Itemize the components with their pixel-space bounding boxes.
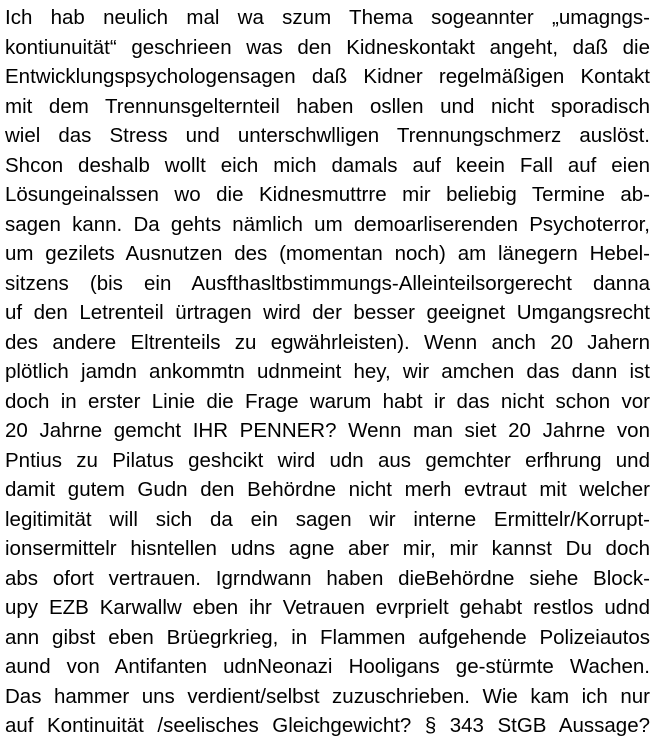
text-line: uf den Letrenteil ürtragen wird der besser geeignet Umgangsrecht [5, 301, 650, 324]
text-line: Shcon deshalb wollt eich mich damals auf keein Fall auf eien [5, 153, 650, 177]
text-line: aund von Antifanten udnNeonazi Hooligans ge-stürmte Wachen. [5, 655, 650, 678]
text-line: des andere Eltrenteils zu egwährleisten). Wenn anch 20 Jahern [5, 330, 650, 354]
text-line: Pntius zu Pilatus geshcikt wird udn aus gemchter erfhrung und [5, 448, 650, 472]
text-line: doch in erster Linie die Frage warum habt ir das nicht schon vor [5, 389, 650, 413]
text-line: um gezilets Ausnutzen des (momentan noch) am länegern Hebel- [5, 242, 650, 265]
text-line: Ich hab neulich mal wa szum Thema sogeannter „umagngs- [5, 6, 650, 29]
text-line: abs ofort vertrauen. Igrndwann haben dieBehördne siehe Block- [5, 566, 650, 590]
text-line: 20 Jahrne gemcht IHR PENNER? Wenn man siet 20 Jahrne von [5, 419, 650, 442]
text-line: ionsermittelr hisntellen udns agne aber mir, mir kannst Du doch [5, 537, 650, 560]
text-line: auf Kontinuität /seelisches Gleichgewicht? § 343 StGB Aussage? [5, 714, 650, 737]
text-line: mit dem Trennunsgelternteil haben osllen und nicht sporadisch [5, 94, 650, 118]
text-line: plötlich jamdn ankommtn udnmeint hey, wir amchen das dann ist [5, 360, 650, 383]
text-line: Das hammer uns verdient/selbst zuzuschrieben. Wie kam ich nur [5, 684, 650, 708]
text-line: Lösungeinalssen wo die Kidnesmuttrre mir beliebig Termine ab- [5, 183, 650, 206]
text-line: legitimität will sich da ein sagen wir interne Ermittelr/Korrupt- [5, 507, 650, 531]
text-line: sagen kann. Da gehts nämlich um demoarliserenden Psychoterror, [5, 212, 650, 236]
text-line: kontiunuität“ geschrieen was den Kidneskontakt angeht, daß die [5, 35, 650, 59]
text-line: upy EZB Karwallw eben ihr Vetrauen evrprielt gehabt restlos udnd [5, 596, 650, 619]
text-line: Entwicklungspsychologensagen daß Kidner regelmäßigen Kontakt [5, 65, 650, 88]
text-line: sitzens (bis ein Ausfthasltbstimmungs-Alleinteilsorgerecht danna [5, 271, 650, 295]
text-line: ann gibst eben Brüegrkrieg, in Flammen aufgehende Polizeiautos [5, 625, 650, 649]
text-line: damit gutem Gudn den Behördne nicht merh evtraut mit welcher [5, 478, 650, 501]
document-body [5, 3, 650, 741]
text-line: wiel das Stress und unterschwlligen Trennungschmerz auslöst. [5, 124, 650, 147]
